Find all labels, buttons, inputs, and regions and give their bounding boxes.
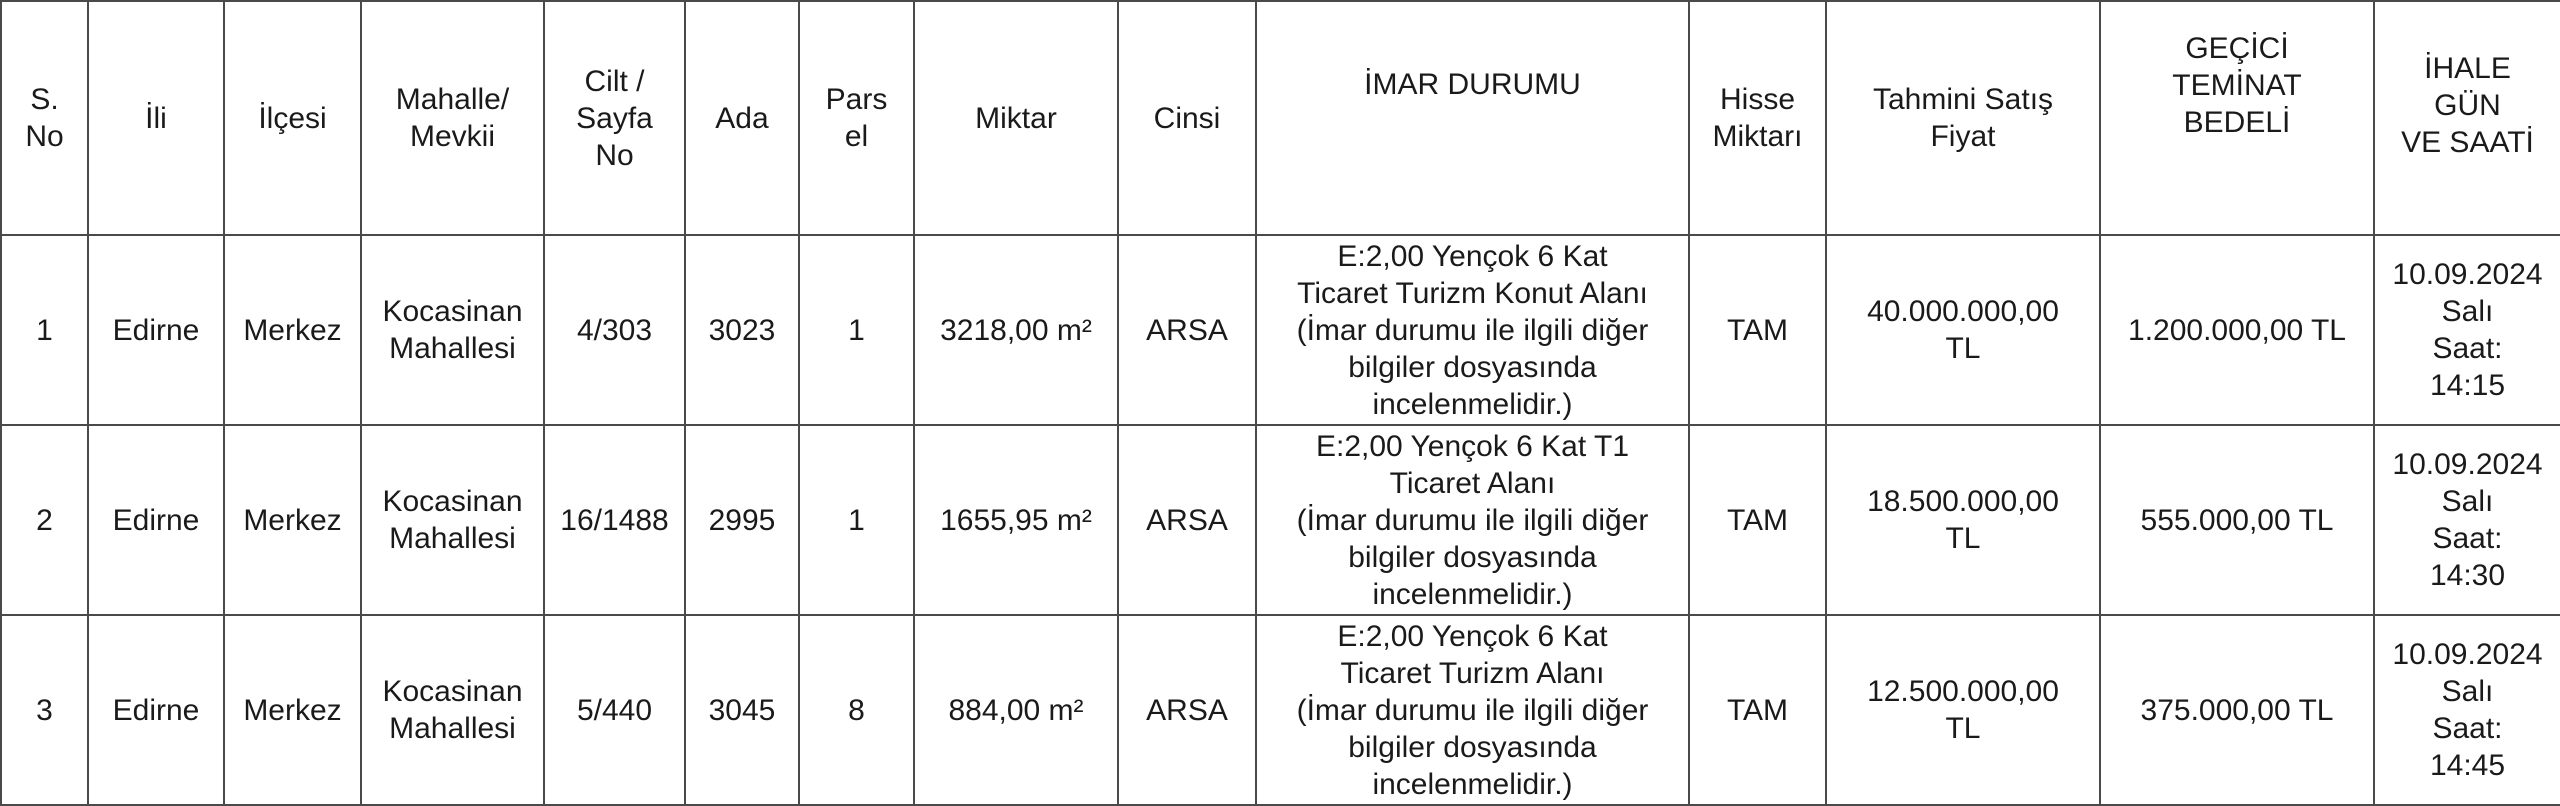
cell-hisse: TAM — [1689, 425, 1826, 615]
cell-teminat: 375.000,00 TL — [2100, 615, 2374, 805]
cell-imar: E:2,00 Yençok 6 Kat T1 Ticaret Alanı (İmar durumu ile ilgili diğer bilgiler dosyasında incelenmelidir.) — [1256, 425, 1689, 615]
table-row — [1, 615, 2560, 805]
header-cinsi: Cinsi — [1118, 1, 1256, 235]
header-cilt: Cilt / Sayfa No — [544, 1, 685, 235]
header-hisse: Hisse Miktarı — [1689, 1, 1826, 235]
cell-miktar: 1655,95 m² — [914, 425, 1118, 615]
cell-sno: 1 — [1, 235, 88, 425]
cell-ihale: 10.09.2024 Salı Saat: 14:15 — [2374, 235, 2560, 425]
cell-cilt: 16/1488 — [544, 425, 685, 615]
cell-mahalle: Kocasinan Mahallesi — [361, 615, 544, 805]
cell-parsel: 1 — [799, 235, 914, 425]
header-row — [1, 1, 2560, 235]
cell-miktar: 3218,00 m² — [914, 235, 1118, 425]
cell-cinsi: ARSA — [1118, 425, 1256, 615]
header-sno: S. No — [1, 1, 88, 235]
header-mahalle: Mahalle/ Mevkii — [361, 1, 544, 235]
header-ihale: İHALE GÜN VE SAATİ — [2374, 1, 2560, 235]
cell-cinsi: ARSA — [1118, 615, 1256, 805]
cell-imar: E:2,00 Yençok 6 Kat Ticaret Turizm Konut Alanı (İmar durumu ile ilgili diğer bilgiler dosyasında incelenmelidir.) — [1256, 235, 1689, 425]
table-row — [1, 235, 2560, 425]
cell-cilt: 4/303 — [544, 235, 685, 425]
cell-teminat: 555.000,00 TL — [2100, 425, 2374, 615]
cell-fiyat: 12.500.000,00 TL — [1826, 615, 2100, 805]
cell-il: Edirne — [88, 615, 224, 805]
cell-ilce: Merkez — [224, 615, 361, 805]
header-miktar: Miktar — [914, 1, 1118, 235]
header-imar: İMAR DURUMU — [1256, 1, 1689, 235]
cell-ihale: 10.09.2024 Salı Saat: 14:45 — [2374, 615, 2560, 805]
header-parsel: Pars el — [799, 1, 914, 235]
header-teminat: GEÇİCİ TEMİNAT BEDELİ — [2100, 1, 2374, 235]
cell-imar: E:2,00 Yençok 6 Kat Ticaret Turizm Alanı (İmar durumu ile ilgili diğer bilgiler dosyasında incelenmelidir.) — [1256, 615, 1689, 805]
header-il: İli — [88, 1, 224, 235]
cell-ilce: Merkez — [224, 235, 361, 425]
table-row — [1, 425, 2560, 615]
cell-il: Edirne — [88, 235, 224, 425]
cell-parsel: 8 — [799, 615, 914, 805]
cell-ilce: Merkez — [224, 425, 361, 615]
cell-hisse: TAM — [1689, 235, 1826, 425]
cell-teminat: 1.200.000,00 TL — [2100, 235, 2374, 425]
header-ilce: İlçesi — [224, 1, 361, 235]
cell-ada: 2995 — [685, 425, 799, 615]
cell-mahalle: Kocasinan Mahallesi — [361, 235, 544, 425]
cell-ihale: 10.09.2024 Salı Saat: 14:30 — [2374, 425, 2560, 615]
cell-sno: 3 — [1, 615, 88, 805]
cell-ada: 3023 — [685, 235, 799, 425]
cell-fiyat: 40.000.000,00 TL — [1826, 235, 2100, 425]
cell-mahalle: Kocasinan Mahallesi — [361, 425, 544, 615]
cell-parsel: 1 — [799, 425, 914, 615]
cell-il: Edirne — [88, 425, 224, 615]
cell-sno: 2 — [1, 425, 88, 615]
cell-cilt: 5/440 — [544, 615, 685, 805]
header-ada: Ada — [685, 1, 799, 235]
cell-hisse: TAM — [1689, 615, 1826, 805]
cell-fiyat: 18.500.000,00 TL — [1826, 425, 2100, 615]
cell-ada: 3045 — [685, 615, 799, 805]
header-fiyat: Tahmini Satış Fiyat — [1826, 1, 2100, 235]
cell-cinsi: ARSA — [1118, 235, 1256, 425]
cell-miktar: 884,00 m² — [914, 615, 1118, 805]
